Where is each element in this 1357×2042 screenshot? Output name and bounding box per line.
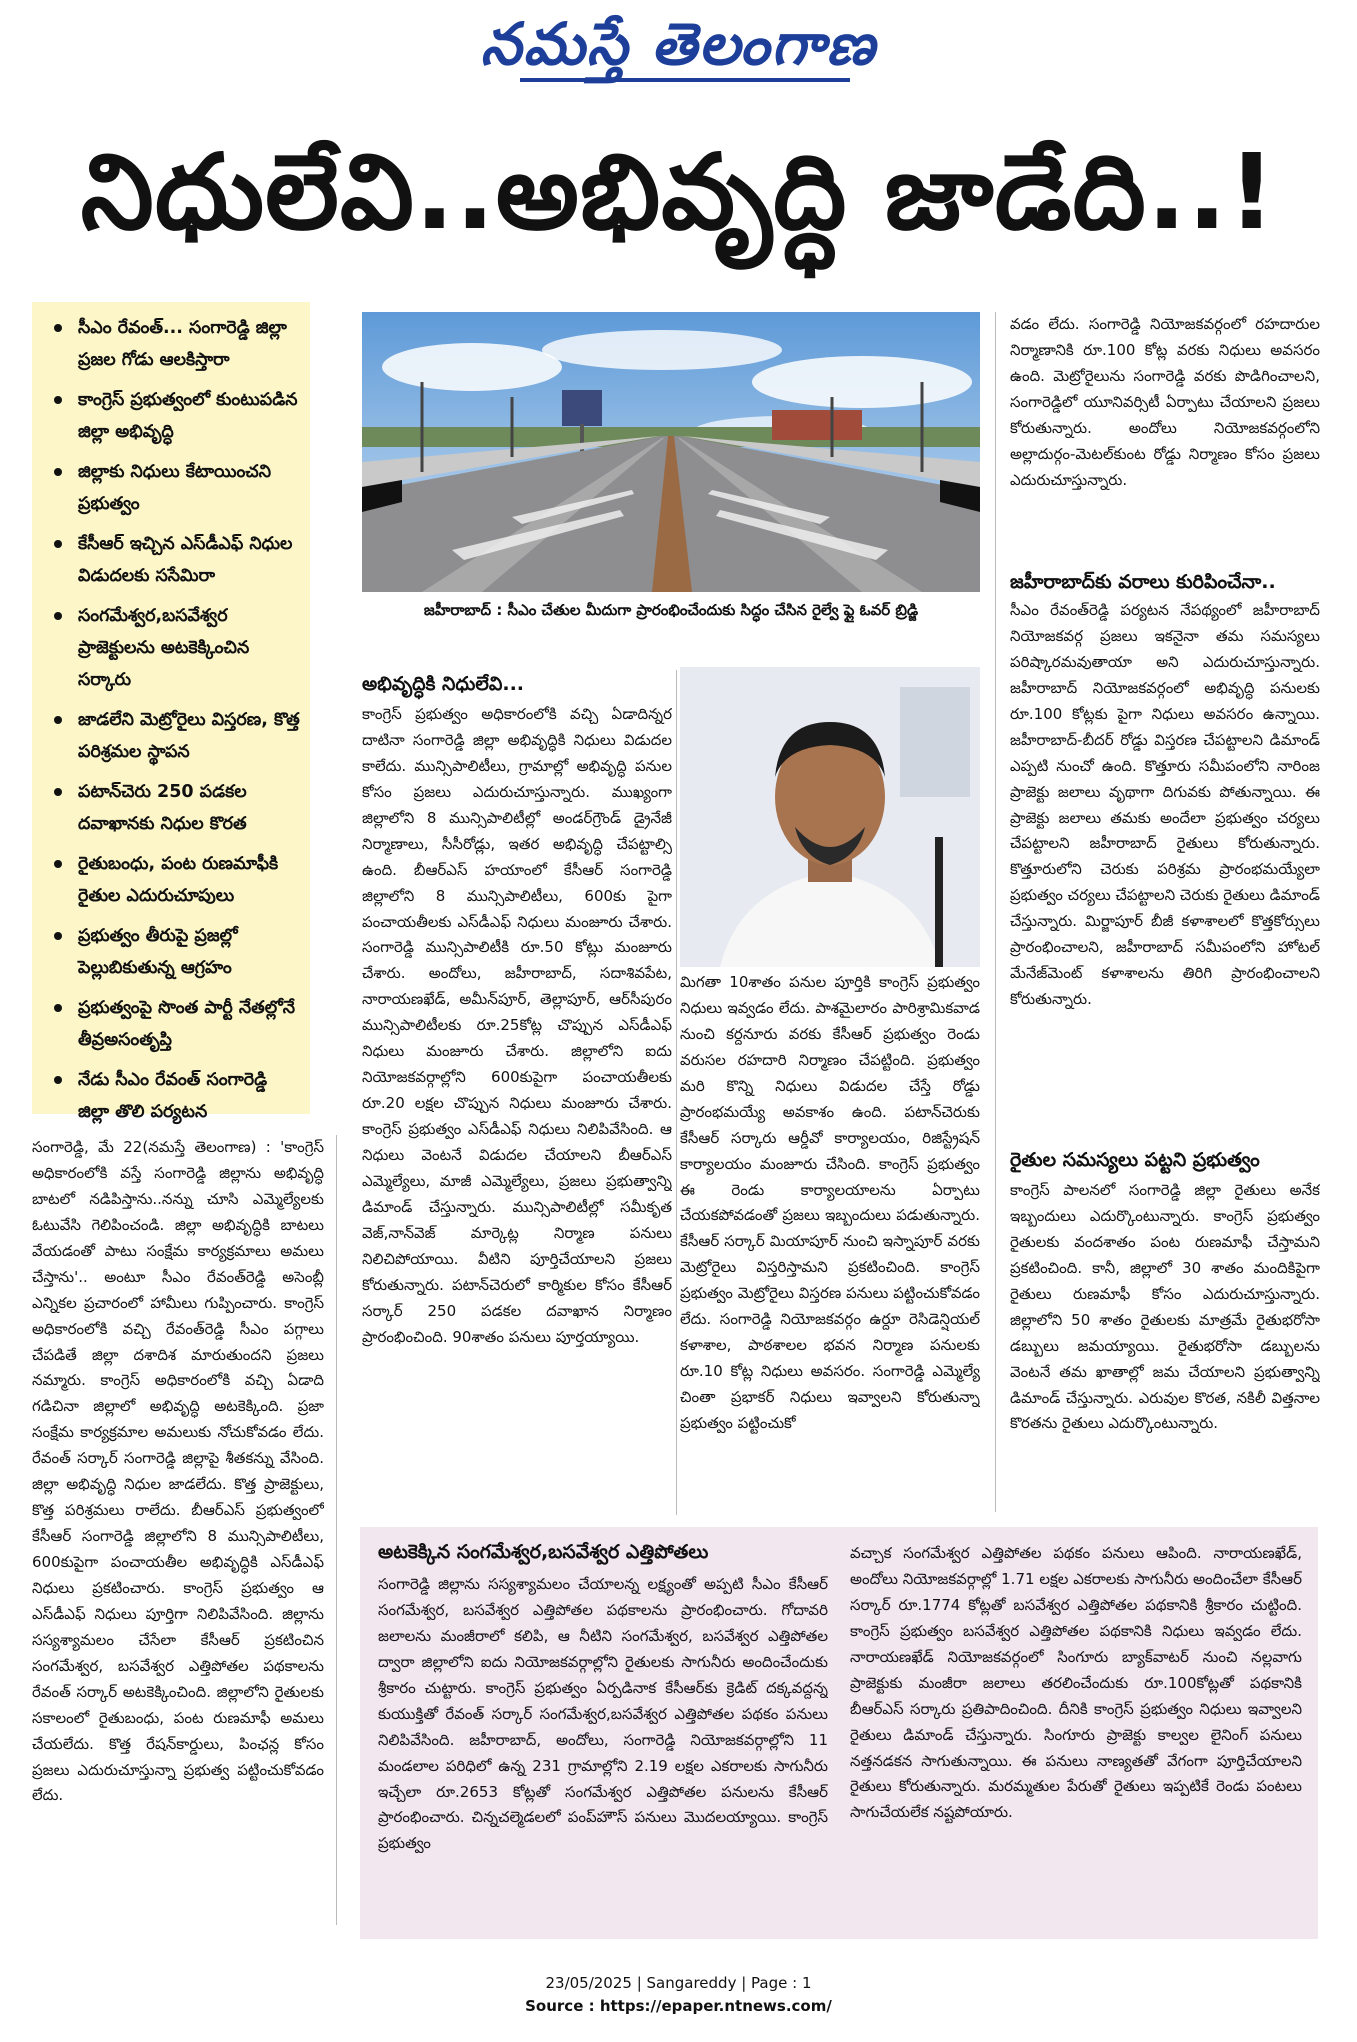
section-body-funds: కాంగ్రెస్ ప్రభుత్వం అధికారంలోకి వచ్చి ఏడాదిన్నర దాటినా సంగారెడ్డి జిల్లా అభివృద్ధికి నిధులు విడుదల కాలేదు. మున్సిపాలిటీలు, గ్రామాల్లో అభివృద్ధి పనుల కోసం ప్రజలు ఎదురుచూస్తున్నారు. ముఖ్యంగా జిల్లాలోని 8 మున్సిపాలిటీల్లో అండర్‌గ్రౌండ్ డ్రైనేజీ నిర్మాణాలు, సీసీరోడ్లు, ఇతర అభివృద్ధి చేపట్టాల్సి ఉంది. బీఆర్ఎస్ హయాంలో కేసీఆర్ సంగారెడ్డి జిల్లాలోని 8 మున్సిపాలిటీలు, 600కు పైగా పంచాయతీలకు ఎస్‌డీఎఫ్ నిధులు మంజూరు చేశారు. సంగారెడ్డి మున్సిపాలిటీకి రూ.50 కోట్లు మంజూరు చేశారు. అందోలు, జహీరాబాద్, సదాశివపేట, నారాయణఖేడ్, అమీన్‌పూర్, తెల్లాపూర్, ఆర్‌సీపురం మున్సిపాలిటీలకు రూ.25కోట్ల చొప్పున ఎస్‌డీఎఫ్ నిధులు మంజూరు చేశారు. జిల్లాలోని ఐదు నియోజకవర్గాల్లోని 600కుపైగా పంచాయతీలకు రూ.20 లక్షల చొప్పున నిధులు మంజూరు చేశారు. కాంగ్రెస్ ప్రభుత్వం ఎస్‌డీఎఫ్ నిధులు నిలిపివేసింది. ఆ నిధులు వెంటనే విడుదల చేయాలని బీఆర్ఎస్ ఎమ్మెల్యేలు, మాజీ ఎమ్మెల్యేలు, ప్రజలు ప్రభుత్వాన్ని డిమాండ్ చేస్తున్నారు. మున్సిపాలిటీల్లో సమీకృత వెజ్,నాన్‌వెజ్ మార్కెట్ల నిర్మాణ పనులు నిలిచిపోయాయి. వీటిని పూర్తిచేయాలని ప్రజలు కోరుతున్నారు. పటాన్‌చెరులో కార్మికుల కోసం కేసీఆర్ సర్కార్ 250 పడకల దవాఖాన నిర్మాణం ప్రారంభించింది. 90శాతం పనులు పూర్తయ్యాయి. xyxy=(362,705,672,1346)
headline: నిధులేవి..అభివృద్ధి జాడేది..! xyxy=(80,131,1277,253)
highlight-item: ప్రభుత్వం తీరుపై ప్రజల్లో పెల్లుబికుతున్న ఆగ్రహం xyxy=(42,920,302,984)
highlight-item: రైతుబంధు, పంట రుణమాఫీకి రైతుల ఎదురుచూపులు xyxy=(42,848,302,912)
bullet-icon xyxy=(54,612,62,620)
highlight-item: పటాన్‌చెరు 250 పడకల దవాఖానకు నిధుల కొరత xyxy=(42,776,302,840)
photo-caption: జహీరాబాద్ : సీఎం చేతుల మీదుగా ప్రారంభించేందుకు సిద్ధం చేసిన రైల్వే ఫ్లై ఓవర్ బ్రిడ్జి xyxy=(423,601,919,619)
cm-photo xyxy=(680,667,980,967)
article-intro-text: సంగారెడ్డి, మే 22(నమస్తే తెలంగాణ) : 'కాంగ్రెస్ అధికారంలోకి వస్తే సంగారెడ్డి జిల్లాను అభివృద్ధి బాటలో నడిపిస్తాను..నన్ను చూసి ఎమ్మెల్యేలకు ఓటువేసి గెలిపించండి. జిల్లా అభివృద్ధికి బాటలు వేయడంతో పాటు సంక్షేమ కార్యక్రమాలు అమలు చేస్తాను'.. అంటూ సీఎం రేవంత్‌రెడ్డి అసెంబ్లీ ఎన్నికల ప్రచారంలో హామీలు గుప్పించారు. కాంగ్రెస్ అధికారంలోకి వచ్చి రేవంత్‌రెడ్డి సీఎం పగ్గాలు చేపడితే జిల్లా దశాదిశ మారుతుందని ప్రజలు నమ్మారు. కాంగ్రెస్ అధికారంలోకి వచ్చి ఏడాది గడిచినా జిల్లాలో అభివృద్ధి అటకెక్కింది. ప్రజా సంక్షేమ కార్యక్రమాల అమలుకు నోచుకోవడం లేదు. రేవంత్ సర్కార్ సంగారెడ్డి జిల్లాపై శీతకన్ను వేసింది. జిల్లా అభివృద్ధి నిధుల జాడలేదు. కొత్త ప్రాజెక్టులు, కొత్త పరిశ్రమలు రాలేదు. బీఆర్ఎస్ ప్రభుత్వంలో కేసీఆర్ సంగారెడ్డి జిల్లాలోని 8 మున్సిపాలిటీలు, 600కుపైగా పంచాయతీల అభివృద్ధికి ఎస్‌డీఎఫ్ నిధులు ప్రకటించారు. కాంగ్రెస్ ప్రభుత్వం ఆ ఎస్‌డీఎఫ్ నిధులు పూర్తిగా నిలిపివేసింది. జిల్లాను సస్యశ్యామలం చేసేలా కేసీఆర్ ప్రకటించిన సంగమేశ్వర, బసవేశ్వర ఎత్తిపోతల పథకాలను రేవంత్ సర్కార్ అటకెక్కించింది. జిల్లాలోని రైతులకు సకాలంలో రైతుబంధు, పంట రుణమాఫీ అమలు చేయలేదు. కొత్త రేషన్‌కార్డులు, పింఛన్ల కోసం ప్రజలు ఎదురుచూస్తున్నా ప్రభుత్వ పట్టించుకోవడం లేదు. xyxy=(32,1138,324,1805)
flyover-photo xyxy=(362,312,980,592)
highlight-item: ప్రభుత్వంపై సొంత పార్టీ నేతల్లోనే తీవ్రఅసంతృప్తి xyxy=(42,992,302,1056)
flyover-photo-image xyxy=(362,312,980,592)
highlight-item: కేసీఆర్ ఇచ్చిన ఎస్‌డీఎఫ్ నిధుల విడుదలకు ససేమిరా xyxy=(42,528,302,592)
page-footer xyxy=(0,1972,1357,2019)
bullet-icon xyxy=(54,788,62,796)
bullet-icon xyxy=(54,716,62,724)
section-body-farmers: కాంగ్రెస్ పాలనలో సంగారెడ్డి జిల్లా రైతులు అనేక ఇబ్బందులు ఎదుర్కొంటున్నారు. కాంగ్రెస్ ప్రభుత్వం రైతులకు వందశాతం పంట రుణమాఫీ చేస్తామని ప్రకటించింది. కానీ, జిల్లాలో 30 శాతం మందికిపైగా రైతులు రుణమాఫీ కోసం ఎదురుచూస్తున్నారు. జిల్లాలోని 50 శాతం రైతులకు మాత్రమే రైతుభరోసా డబ్బులు జమయ్యాయి. రైతుభరోసా డబ్బులను వెంటనే తమ ఖాతాల్లో జమ చేయాలని ప్రభుత్వాన్ని డిమాండ్ చేస్తున్నారు. ఎరువుల కొరత, నకిలీ విత్తనాల కొరతను రైతులు ఎదుర్కొంటున్నారు. xyxy=(1010,1181,1320,1433)
footer-source-link[interactable]: Source : https://epaper.ntnews.com/ xyxy=(525,1997,832,2016)
masthead-underline xyxy=(520,78,850,82)
bullet-icon xyxy=(54,932,62,940)
highlight-item: జిల్లాకు నిధులు కేటాయించని ప్రభుత్వం xyxy=(42,456,302,520)
section-heading-farmers: రైతుల సమస్యలు పట్టని ప్రభుత్వం xyxy=(1010,1149,1260,1171)
bullet-icon xyxy=(54,324,62,332)
section-body-zaheerabad: సీఎం రేవంత్‌రెడ్డి పర్యటన నేపథ్యంలో జహీరాబాద్ నియోజకవర్గ ప్రజలు ఇకనైనా తమ సమస్యలు పరిష్కారమవుతాయా అని ఎదురుచూస్తున్నారు. జహీరాబాద్ నియోజకవర్గంలో అభివృద్ధి పనులకు రూ.100 కోట్లకు పైగా నిధులు అవసరం ఉన్నాయి. జహీరాబాద్-బీదర్ రోడ్డు విస్తరణ చేపట్టాలని డిమాండ్ ఎప్పటి నుంచో ఉంది. కొత్తూరు సమీపంలోని నారింజ ప్రాజెక్టు జలాలు వృథాగా దిగువకు పోతున్నాయి. ఈ ప్రాజెక్టు జలాలు తమకు అందేలా ప్రభుత్వం చర్యలు చేపట్టాలని జహీరాబాద్ రైతులు కోరుతున్నారు. కొత్తూరులోని చెరుకు పరిశ్రమ ప్రారంభమయ్యేలా ప్రభుత్వం చర్యలు చేపట్టాలని చెరుకు రైతులు డిమాండ్ చేస్తున్నారు. మిర్జాపూర్ బీజీ కళాశాలలో కొత్తకోర్సులు ప్రారంభించాలని, జహీరాబాద్ సమీపంలోని హోటల్ మేనేజ్‌మెంట్ కళాశాలను తిరిగి ప్రారంభించాలని కోరుతున్నారు. xyxy=(1010,601,1320,1009)
column-divider xyxy=(336,1135,337,1925)
bullet-icon xyxy=(54,396,62,404)
box-body-left: సంగారెడ్డి జిల్లాను సస్యశ్యామలం చేయాలన్న లక్ష్యంతో అప్పటి సీఎం కేసీఆర్ సంగమేశ్వర, బసవేశ్వర ఎత్తిపోతల పథకాలను ప్రారంభించారు. గోదావరి జలాలను మంజీరాలో కలిపి, ఆ నీటిని సంగమేశ్వర, బసవేశ్వర ఎత్తిపోతల ద్వారా జిల్లాలోని ఐదు నియోజకవర్గాల్లోని రైతులకు సాగునీరు అందించేందుకు శ్రీకారం చుట్టారు. కాంగ్రెస్ ప్రభుత్వం ఏర్పడినాక కేసీఆర్‌కు క్రెడిట్ దక్కవద్దన్న కుయుక్తితో రేవంత్ సర్కార్ సంగమేశ్వర,బసవేశ్వర ఎత్తిపోతల పథకం పనులు నిలిపివేసింది. జహీరాబాద్, అందోలు, సంగారెడ్డి నియోజకవర్గాల్లోని 11 మండలాల పరిధిలో ఉన్న 231 గ్రామాల్లోని 2.19 లక్షల ఎకరాలకు సాగునీరు ఇచ్చేలా రూ.2653 కోట్లతో సంగమేశ్వర ఎత్తిపోతల పనులను కేసీఆర్ ప్రారంభించారు. చిన్నచల్మెడలలో పంప్‌హౌస్ పనులు మొదలయ్యాయి. కాంగ్రెస్ ప్రభుత్వం xyxy=(378,1575,828,1853)
bullet-icon xyxy=(54,1076,62,1084)
highlights-box xyxy=(32,302,310,1122)
highlight-item: సీఎం రేవంత్... సంగారెడ్డి జిల్లా ప్రజల గోడు ఆలకిస్తారా xyxy=(42,312,302,376)
highlight-item: సంగమేశ్వర,బసవేశ్వర ప్రాజెక్టులను అటకెక్కించిన సర్కారు xyxy=(42,600,302,696)
bullet-icon xyxy=(54,468,62,476)
highlight-item: నేడు సీఎం రేవంత్ సంగారెడ్డి జిల్లా తొలి పర్యటన xyxy=(42,1064,302,1128)
masthead-logo: నమస్తే తెలంగాణ xyxy=(480,10,877,78)
highlight-item: కాంగ్రెస్ ప్రభుత్వంలో కుంటుపడిన జిల్లా అభివృద్ధి xyxy=(42,384,302,448)
footer-edition-info: 23/05/2025 | Sangareddy | Page : 1 xyxy=(545,1974,812,1992)
section-body-continued: మిగతా 10శాతం పనుల పూర్తికి కాంగ్రెస్ ప్రభుత్వం నిధులు ఇవ్వడం లేదు. పాశమైలారం పారిశ్రామికవాడ నుంచి కర్దనూరు వరకు కేసీఆర్ ప్రభుత్వం రెండు వరుసల రహదారి నిర్మాణం చేపట్టింది. ప్రభుత్వం మరి కొన్ని నిధులు విడుదల చేస్తే రోడ్డు ప్రారంభమయ్యే అవకాశం ఉంది. పటాన్‌చెరుకు కేసీఆర్ సర్కారు ఆర్డీవో కార్యాలయం, రిజిస్ట్రేషన్ కార్యాలయం మంజూరు చేసింది. కాంగ్రెస్ ప్రభుత్వం ఈ రెండు కార్యాలయాలను ఏర్పాటు చేయకపోవడంతో ప్రజలు ఇబ్బందులు పడుతున్నారు. కేసీఆర్ సర్కార్ మియాపూర్ నుంచి ఇస్నాపూర్ వరకు మెట్రోరైలు విస్తరిస్తామని ప్రకటించింది. కాంగ్రెస్ ప్రభుత్వం మెట్రోరైలు విస్తరణ పనులు పట్టించుకోవడం లేదు. సంగారెడ్డి నియోజకవర్గం ఉర్దూ రెసిడెన్షియల్ కళాశాల, పాఠశాలల భవన నిర్మాణ పనులకు రూ.10 కోట్ల నిధులు అవసరం. సంగారెడ్డి ఎమ్మెల్యే చింతా ప్రభాకర్ నిధులు ఇవ్వాలని కోరుతున్నా ప్రభుత్వం పట్టించుకో xyxy=(680,973,980,1432)
column-divider xyxy=(676,670,677,1515)
bullet-icon xyxy=(54,860,62,868)
cm-photo-image xyxy=(680,667,980,967)
section-body-sangareddy: వడం లేదు. సంగారెడ్డి నియోజకవర్గంలో రహదారుల నిర్మాణానికి రూ.100 కోట్ల వరకు నిధులు అవసరం ఉంది. మెట్రోరైలును సంగారెడ్డి వరకు పొడిగించాలని, సంగారెడ్డిలో యూనివర్సిటీ ఏర్పాటు చేయాలని ప్రజలు కోరుతున్నారు. అందోలు నియోజకవర్గంలోని అల్లాదుర్గం-మెటల్‌కుంట రోడ్డు నిర్మాణం కోసం ప్రజలు ఎదురుచూస్తున్నారు. xyxy=(1010,315,1320,489)
section-heading-zaheerabad: జహీరాబాద్‌కు వరాలు కురిపించేనా.. xyxy=(1010,571,1276,593)
section-heading-funds: అభివృద్ధికి నిధులేవి... xyxy=(362,673,525,695)
box-body-right: వచ్చాక సంగమేశ్వర ఎత్తిపోతల పథకం పనులు ఆపింది. నారాయణఖేడ్, అందోలు నియోజకవర్గాల్లో 1.71 లక్షల ఎకరాలకు సాగునీరు అందించేలా కేసీఆర్ సర్కార్ రూ.1774 కోట్లతో బసవేశ్వర ఎత్తిపోతల పథకానికి శ్రీకారం చుట్టింది. కాంగ్రెస్ ప్రభుత్వం బసవేశ్వర ఎత్తిపోతల పథకానికి నిధులు ఇవ్వడం లేదు. నారాయణఖేడ్ నియోజకవర్గంలో సింగూరు బ్యాక్‌వాటర్ నుంచి నల్లవాగు ప్రాజెక్టుకు మంజీరా జలాలు తరలించేందుకు రూ.100కోట్లతో పథకానికి బీఆర్ఎస్ సర్కారు ప్రతిపాదించింది. దీనికి కాంగ్రెస్ ప్రభుత్వం నిధులు ఇవ్వాలని రైతులు డిమాండ్ చేస్తున్నారు. సింగూరు ప్రాజెక్టు కాల్వల లైనింగ్ పనులు నత్తనడకన సాగుతున్నాయి. ఈ పనులు నాణ్యతతో వేగంగా పూర్తిచేయాలని రైతులు కోరుతున్నారు. మరమ్మతుల పేరుతో రైతులు ఇప్పటికే రెండు పంటలు సాగుచేయలేక నష్టపోయారు. xyxy=(850,1544,1302,1822)
highlight-item: జాడలేని మెట్రోరైలు విస్తరణ, కొత్త పరిశ్రమల స్థాపన xyxy=(42,704,302,768)
column-divider xyxy=(995,312,996,1512)
bullet-icon xyxy=(54,540,62,548)
box-heading: అటకెక్కిన సంగమేశ్వర,బసవేశ్వర ఎత్తిపోతలు xyxy=(378,1541,709,1563)
bullet-icon xyxy=(54,1004,62,1012)
